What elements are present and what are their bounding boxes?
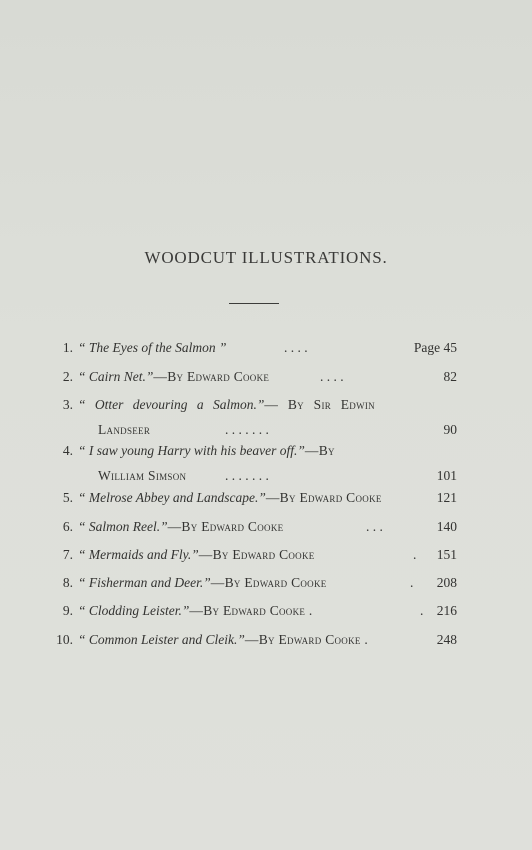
list-item (50, 441, 470, 486)
entry-title: “ Cairn Net.”—By Edward Cooke (78, 369, 270, 384)
entry-page: 90 (443, 422, 457, 437)
entry-number: 5. (62, 490, 73, 505)
list-item (50, 545, 470, 565)
entry-title: “ Otter devouring a Salmon.”— By Sir Edwin (78, 397, 375, 412)
leader-dots: . . . . (320, 369, 344, 384)
entry-page: 216 (436, 603, 457, 618)
entry-number: 2. (62, 369, 73, 384)
list-item (50, 395, 470, 440)
entry-page: 82 (443, 369, 457, 384)
list-item (50, 573, 470, 593)
entry-title-cont: Landseer (98, 422, 151, 437)
entry-title: “ Fisherman and Deer.”—By Edward Cooke (78, 575, 327, 590)
leader-dots: . . . . . . . (225, 422, 269, 437)
list-item (50, 630, 470, 650)
list-item (50, 338, 470, 358)
entry-page: 151 (436, 547, 457, 562)
entry-page: 101 (436, 468, 457, 483)
entry-page: Page 45 (413, 340, 457, 355)
entry-title: “ Common Leister and Cleik.”—By Edward Cooke . (78, 632, 369, 647)
leader-dots: . . . (366, 519, 383, 534)
entry-title: “ Melrose Abbey and Landscape.”—By Edward Cooke (78, 490, 382, 505)
leader-dots: . (413, 547, 417, 562)
entry-title: “ The Eyes of the Salmon ” (78, 340, 227, 355)
leader-dots: . (420, 603, 424, 618)
entry-page: 140 (436, 519, 457, 534)
entry-title: “ Clodding Leister.”—By Edward Cooke . (78, 603, 313, 618)
entry-number: 10. (56, 632, 73, 647)
entry-number: 3. (62, 397, 73, 412)
entry-title-cont: William Simson (98, 468, 187, 483)
list-item (50, 488, 470, 508)
list-item (50, 367, 470, 387)
entry-page: 121 (436, 490, 457, 505)
entry-number: 7. (62, 547, 73, 562)
entry-title: “ Mermaids and Fly.”—By Edward Cooke (78, 547, 315, 562)
entry-page: 208 (436, 575, 457, 590)
entry-number: 8. (62, 575, 73, 590)
entry-title: “ I saw young Harry with his beaver off.”—By (78, 443, 335, 458)
entry-number: 4. (62, 443, 73, 458)
heading-rule (229, 303, 279, 304)
leader-dots: . . . . (284, 340, 308, 355)
entry-number: 6. (62, 519, 73, 534)
page-heading: WOODCUT ILLUSTRATIONS. (144, 248, 388, 267)
leader-dots: . (410, 575, 414, 590)
leader-dots: . . . . . . . (225, 468, 269, 483)
entry-page: 248 (436, 632, 457, 647)
list-item (50, 601, 470, 621)
entry-title: “ Salmon Reel.”—By Edward Cooke (78, 519, 284, 534)
entry-number: 9. (62, 603, 73, 618)
entry-number: 1. (62, 340, 73, 355)
list-item (50, 517, 470, 537)
